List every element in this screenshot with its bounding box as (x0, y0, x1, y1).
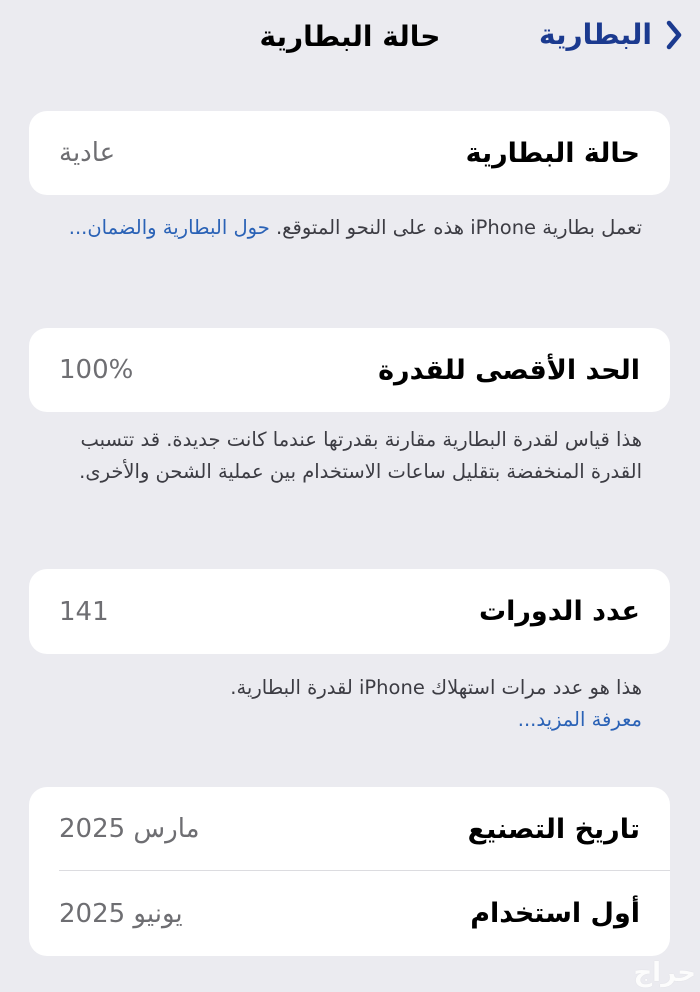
battery-health-description: تعمل بطارية iPhone هذه على النحو المتوقع. (269, 216, 642, 239)
first-use-value: يونيو 2025 (59, 898, 183, 929)
battery-health-value: عادية (59, 138, 116, 168)
battery-health-card (29, 111, 670, 195)
cycle-count-card (29, 569, 670, 654)
battery-health-label: حالة البطارية (465, 137, 640, 169)
manufacture-date-row (29, 787, 670, 871)
battery-health-row (29, 111, 670, 195)
maximum-capacity-description: هذا قياس لقدرة البطارية مقارنة بقدرتها عندما كانت جديدة. قد تتسبب القدرة المنخفضة بتقليل ساعات الاستخدام بين عملية الشحن والأخرى. (79, 428, 642, 483)
page-title: حالة البطارية (259, 20, 441, 53)
manufacture-date-value: مارس 2025 (59, 814, 200, 844)
maximum-capacity-value: 100% (59, 355, 134, 385)
dates-card (29, 787, 670, 956)
cycle-count-footer (60, 672, 642, 736)
back-button-label: البطارية (539, 18, 652, 51)
maximum-capacity-row (29, 328, 670, 412)
battery-health-footer (60, 212, 642, 244)
maximum-capacity-footer (60, 424, 642, 488)
manufacture-date-label: تاريخ التصنيع (467, 813, 640, 845)
cycle-count-label: عدد الدورات (479, 596, 640, 627)
cycle-count-row (29, 569, 670, 654)
cycle-count-description: هذا هو عدد مرات استهلاك iPhone لقدرة البطارية. (230, 676, 642, 699)
maximum-capacity-card (29, 328, 670, 412)
navigation-bar (0, 0, 700, 80)
first-use-label: أول استخدام (470, 898, 640, 929)
maximum-capacity-label: الحد الأقصى للقدرة (378, 354, 640, 386)
learn-more-link[interactable]: معرفة المزيد... (517, 708, 642, 731)
first-use-row (29, 871, 670, 956)
cycle-count-value: 141 (59, 596, 109, 627)
haraj-watermark: حراج (633, 958, 696, 988)
battery-warranty-link[interactable]: حول البطارية والضمان... (68, 216, 270, 239)
